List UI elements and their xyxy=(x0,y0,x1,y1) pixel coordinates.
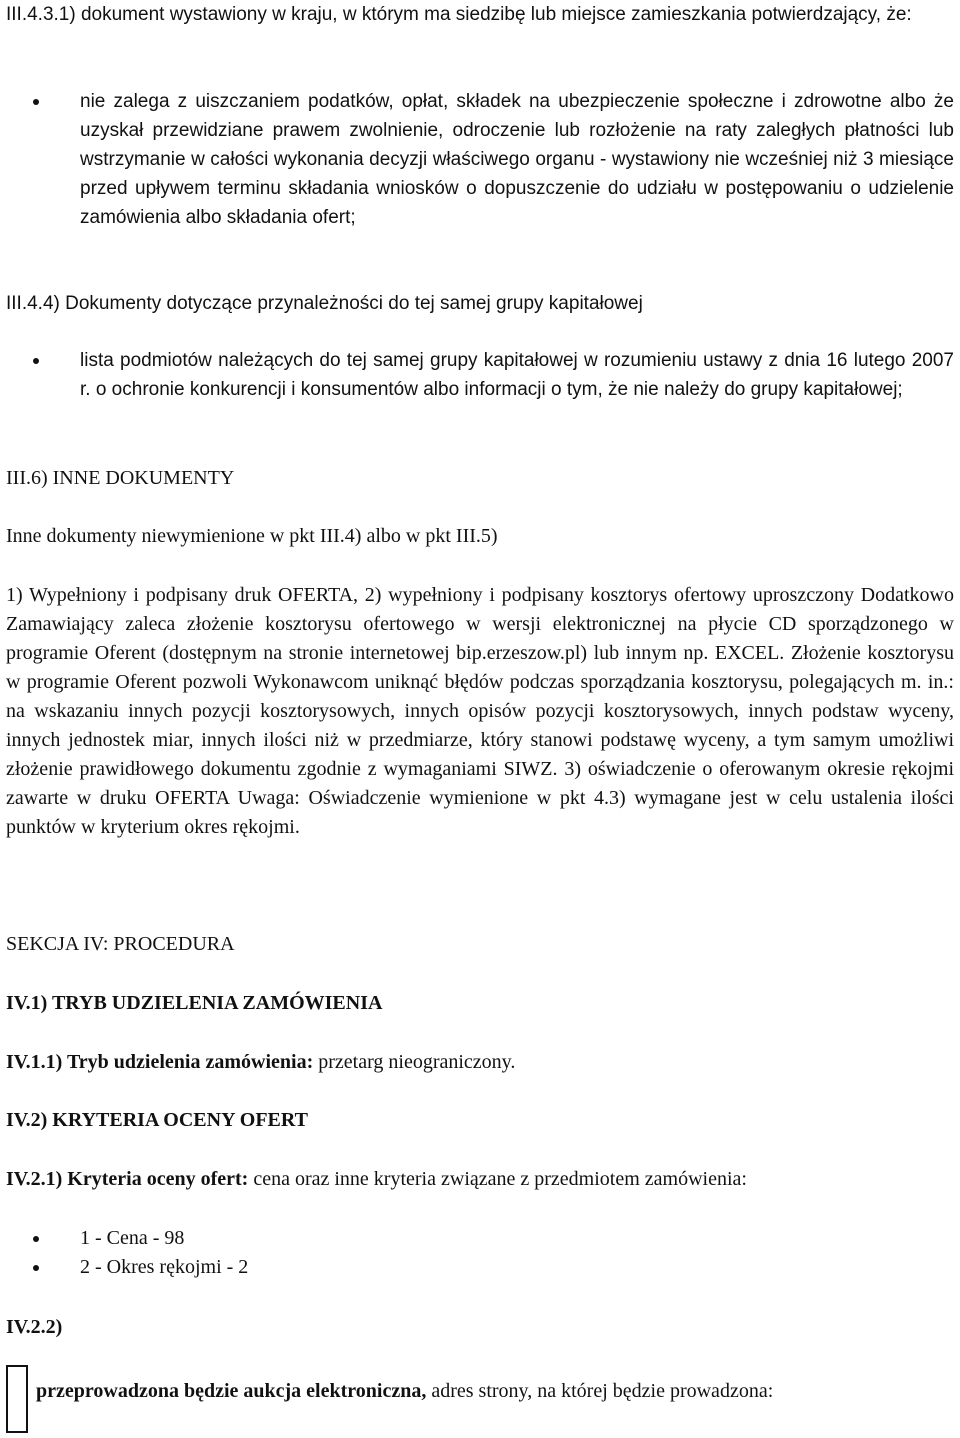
checkbox-box xyxy=(6,1365,28,1433)
section-subheading-iii-6: Inne dokumenty niewymienione w pkt III.4) albo w pkt III.5) xyxy=(6,525,498,547)
section-heading-iii-4-3-1: III.4.3.1) dokument wystawiony w kraju, w którym ma siedzibę lub miejsce zamieszkania potwierdzający, że: xyxy=(6,4,912,25)
auction-row xyxy=(36,1377,916,1406)
list-item: 1 - Cena - 98 xyxy=(6,1224,954,1253)
row-label: IV.2.1) Kryteria oceny ofert: xyxy=(6,1168,249,1190)
row-value: cena oraz inne kryteria związane z przedmiotem zamówienia: xyxy=(248,1168,747,1190)
row-label: IV.1.1) Tryb udzielenia zamówienia: xyxy=(6,1051,314,1073)
section-row-iv-1-1 xyxy=(6,1048,954,1077)
section-body-iii-6: 1) Wypełniony i podpisany druk OFERTA, 2) wypełniony i podpisany kosztorys ofertowy uproszczony Dodatkowo Zamawiający zaleca złożenie kosztorysu ofertowego w wersji elektronicznej na płycie CD sporządzonego w programie Oferent (dostępnym na stronie internetowej bip.erzeszow.pl) lub innym np. EXCEL. Złożenie kosztorysu w programie Oferent pozwoli Wykonawcom uniknąć błędów podczas sporządzania kosztorysu, polegających m. in.: na wskazaniu innych pozycji kosztorysowych, innych opisów pozycji kosztorysowych, innych podstaw wyceny, innych jednostek miar, innych ilości niż w przedmiarze, który stanowi podstawę wyceny, a tym samym umożliwi złożenie prawidłowego dokumentu zgodnie z wymaganiami SIWZ. 3) oświadczenie o oferowanym okresie rękojmi zawarte w druku OFERTA Uwaga: Oświadczenie wymienione w pkt 4.3) wymagane jest w celu ustalenia ilości punktów w kryterium okres rękojmi. xyxy=(6,584,954,838)
section-title-iv: SEKCJA IV: PROCEDURA xyxy=(6,933,235,955)
list-item: nie zalega z uiszczaniem podatków, opłat, składek na ubezpieczenie społeczne i zdrowotne albo że uzyskał przewidziane prawem zwolnienie, odroczenie lub rozłożenie na raty zaległych płatności lub wstrzymanie w całości wykonania decyzji właściwego organu - wystawiony nie wcześniej niż 3 miesiące przed upływem terminu składania wniosków o dopuszczenie do udziału w postępowaniu o udzielenie zamówienia albo składania ofert; xyxy=(6,87,954,232)
auction-value: adres strony, na której będzie prowadzona: xyxy=(426,1380,774,1402)
list-item: 2 - Okres rękojmi - 2 xyxy=(6,1253,954,1282)
heading-text: IV.1) TRYB UDZIELENIA ZAMÓWIENIA xyxy=(6,992,383,1014)
section-row-iv-2-1 xyxy=(6,1165,954,1194)
section-heading-iv-1 xyxy=(6,989,954,1018)
bullet-list-iii-4-4 xyxy=(6,346,954,404)
section-heading-iii-6: III.6) INNE DOKUMENTY xyxy=(6,467,235,489)
row-value: przetarg nieograniczony. xyxy=(313,1051,516,1073)
row-label: IV.2.2) xyxy=(6,1316,63,1338)
heading-text: IV.2) KRYTERIA OCENY OFERT xyxy=(6,1109,308,1131)
list-item: lista podmiotów należących do tej samej grupy kapitałowej w rozumieniu ustawy z dnia 16 lutego 2007 r. o ochronie konkurencji i konsumentów albo informacji o tym, że nie należy do grupy kapitałowej; xyxy=(6,346,954,404)
auction-label: przeprowadzona będzie aukcja elektroniczna, xyxy=(36,1380,427,1402)
bullet-list-iii-4-3-1 xyxy=(6,87,954,232)
section-row-iv-2-2 xyxy=(6,1313,954,1342)
section-heading-iv-2 xyxy=(6,1106,954,1135)
criteria-list xyxy=(6,1224,954,1282)
section-heading-iii-4-4: III.4.4) Dokumenty dotyczące przynależności do tej samej grupy kapitałowej xyxy=(6,293,643,314)
